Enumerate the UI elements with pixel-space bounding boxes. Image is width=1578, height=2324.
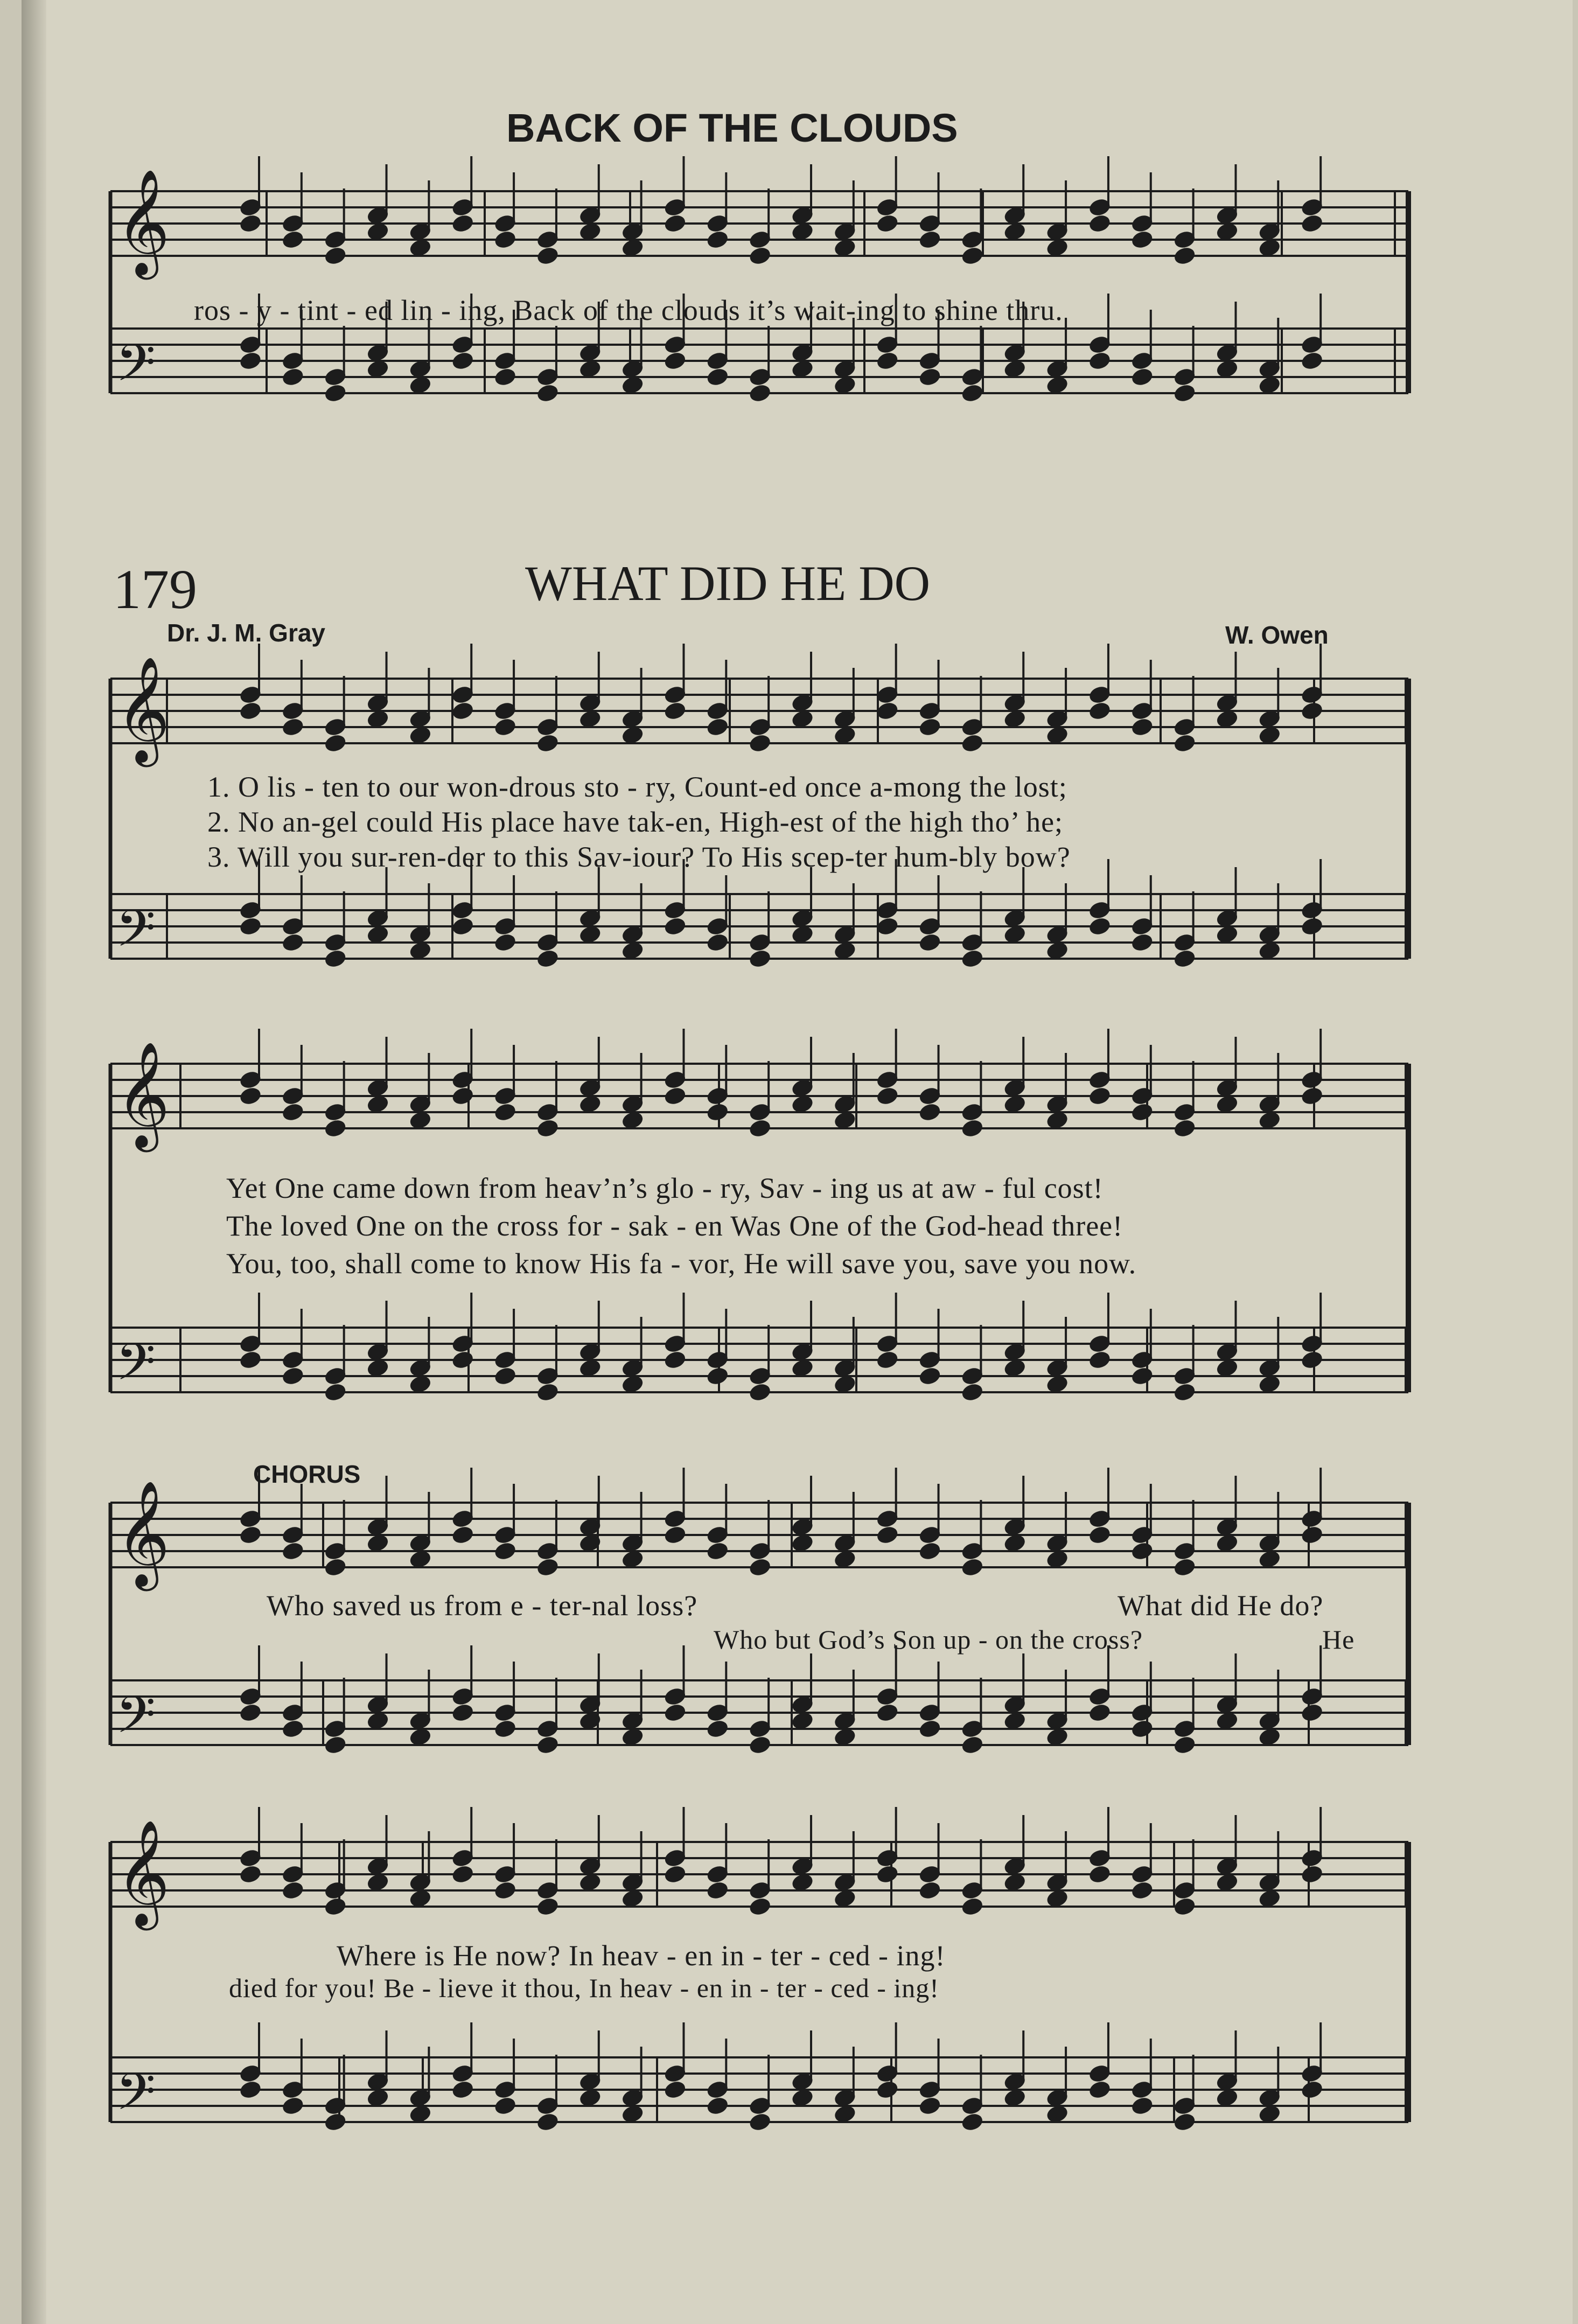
- note-head: [325, 1119, 346, 1137]
- note-head: [961, 1383, 983, 1401]
- note-head: [622, 376, 644, 394]
- note-head: [494, 718, 516, 736]
- note-head: [579, 710, 601, 728]
- note-head: [1301, 1351, 1323, 1369]
- note-head: [325, 2113, 346, 2131]
- note-head: [367, 222, 388, 241]
- note-head: [919, 1881, 940, 1900]
- note-head: [792, 925, 813, 944]
- note-head: [1301, 352, 1323, 370]
- note-head: [1259, 1375, 1280, 1393]
- note-head: [282, 718, 304, 736]
- note-head: [1174, 1383, 1196, 1401]
- note-head: [240, 702, 261, 720]
- note-head: [452, 1526, 473, 1544]
- note-head: [367, 1873, 388, 1892]
- note-head: [1259, 1889, 1280, 1908]
- note-head: [537, 1558, 558, 1576]
- note-head: [1259, 376, 1280, 394]
- note-head: [1216, 710, 1238, 728]
- note-head: [367, 360, 388, 378]
- note-head: [664, 702, 686, 720]
- note-head: [494, 933, 516, 952]
- note-head: [494, 1720, 516, 1738]
- note-head: [494, 1542, 516, 1560]
- chorus-line-1-soprano-end: What did He do?: [1118, 1589, 1324, 1622]
- note-head: [282, 231, 304, 249]
- note-head: [1089, 1087, 1111, 1105]
- note-head: [579, 360, 601, 378]
- note-head: [1046, 1889, 1068, 1908]
- note-head: [877, 1865, 898, 1883]
- note-head: [1132, 1881, 1153, 1900]
- note-head: [537, 384, 558, 402]
- note-head: [1301, 1865, 1323, 1883]
- note-head: [1259, 239, 1280, 257]
- note-head: [409, 376, 431, 394]
- note-head: [961, 950, 983, 968]
- treble-clef-icon: 𝄞: [116, 1819, 170, 1926]
- note-head: [707, 1881, 728, 1900]
- note-head: [792, 222, 813, 241]
- note-head: [1174, 384, 1196, 402]
- note-head: [834, 1111, 856, 1129]
- note-head: [1174, 1558, 1196, 1576]
- note-head: [877, 1087, 898, 1105]
- note-head: [1132, 231, 1153, 249]
- verse-1-line-2: Yet One came down from heav’n’s glo - ry, Sav - ing us at aw - ful cost!: [226, 1172, 1104, 1204]
- note-head: [707, 2097, 728, 2115]
- note-head: [1216, 925, 1238, 944]
- note-head: [664, 1704, 686, 1722]
- note-head: [325, 1736, 346, 1754]
- note-head: [1046, 941, 1068, 960]
- note-head: [877, 917, 898, 936]
- note-head: [749, 734, 771, 752]
- note-head: [240, 2081, 261, 2099]
- note-head: [792, 710, 813, 728]
- note-head: [961, 2113, 983, 2131]
- note-head: [749, 1897, 771, 1916]
- note-head: [367, 925, 388, 944]
- note-head: [664, 917, 686, 936]
- note-head: [494, 1881, 516, 1900]
- note-head: [325, 247, 346, 265]
- note-head: [1004, 1712, 1025, 1730]
- note-head: [325, 950, 346, 968]
- note-head: [707, 933, 728, 952]
- note-head: [409, 1375, 431, 1393]
- note-head: [367, 710, 388, 728]
- note-head: [409, 1889, 431, 1908]
- note-head: [1046, 376, 1068, 394]
- note-head: [409, 1728, 431, 1746]
- note-head: [325, 734, 346, 752]
- note-head: [1046, 1111, 1068, 1129]
- note-head: [452, 352, 473, 370]
- note-head: [537, 950, 558, 968]
- note-head: [961, 384, 983, 402]
- note-head: [494, 2097, 516, 2115]
- verse-1-line-1: 1. O lis - ten to our won-drous sto - ry, Count-ed once a-mong the lost;: [207, 771, 1067, 803]
- note-head: [579, 2089, 601, 2107]
- note-head: [664, 352, 686, 370]
- note-head: [452, 214, 473, 233]
- note-head: [622, 1111, 644, 1129]
- note-head: [961, 1119, 983, 1137]
- verse-2-line-1: 2. No an-gel could His place have tak-en, High-est of the high tho’ he;: [207, 806, 1064, 838]
- note-head: [1301, 1704, 1323, 1722]
- note-head: [1004, 360, 1025, 378]
- note-head: [961, 1897, 983, 1916]
- note-head: [1132, 368, 1153, 386]
- note-head: [664, 1865, 686, 1883]
- note-head: [834, 2105, 856, 2123]
- note-head: [1259, 726, 1280, 744]
- note-head: [749, 247, 771, 265]
- note-head: [877, 2081, 898, 2099]
- note-head: [579, 222, 601, 241]
- note-head: [1216, 360, 1238, 378]
- note-head: [325, 1558, 346, 1576]
- note-head: [749, 1119, 771, 1137]
- note-head: [579, 1095, 601, 1113]
- note-head: [537, 2113, 558, 2131]
- note-head: [282, 368, 304, 386]
- note-head: [919, 1720, 940, 1738]
- note-head: [452, 2081, 473, 2099]
- chorus-line-2-bass: died for you! Be - lieve it thou, In heav - en in - ter - ced - ing!: [229, 1973, 939, 2003]
- note-head: [537, 1736, 558, 1754]
- note-head: [834, 1889, 856, 1908]
- note-head: [1216, 1359, 1238, 1377]
- note-head: [1174, 734, 1196, 752]
- note-head: [707, 1367, 728, 1385]
- bass-clef-icon: 𝄢: [116, 333, 156, 406]
- note-head: [409, 726, 431, 744]
- note-head: [877, 702, 898, 720]
- note-head: [919, 368, 940, 386]
- note-head: [325, 384, 346, 402]
- note-head: [792, 1712, 813, 1730]
- note-head: [1089, 702, 1111, 720]
- note-head: [1132, 1367, 1153, 1385]
- note-head: [240, 1865, 261, 1883]
- note-head: [877, 1704, 898, 1722]
- note-head: [707, 368, 728, 386]
- note-head: [282, 1881, 304, 1900]
- note-head: [1301, 1087, 1323, 1105]
- previous-hymn-lyric: ros - y - tint - ed lin - ing, Back of the clouds it’s wait-ing to shine thru.: [194, 294, 1063, 326]
- note-head: [834, 1550, 856, 1568]
- note-head: [1216, 1712, 1238, 1730]
- note-head: [1004, 222, 1025, 241]
- note-head: [877, 1351, 898, 1369]
- note-head: [792, 1359, 813, 1377]
- note-head: [1046, 239, 1068, 257]
- note-head: [282, 2097, 304, 2115]
- note-head: [749, 384, 771, 402]
- note-head: [961, 734, 983, 752]
- verse-3-line-2: You, too, shall come to know His fa - vor, He will save you, save you now.: [226, 1247, 1137, 1280]
- note-head: [1174, 1119, 1196, 1137]
- chorus-line-1-soprano: Who saved us from e - ter-nal loss?: [267, 1589, 698, 1622]
- note-head: [622, 1550, 644, 1568]
- note-head: [537, 1383, 558, 1401]
- note-head: [1046, 2105, 1068, 2123]
- note-head: [409, 2105, 431, 2123]
- note-head: [1132, 1103, 1153, 1121]
- note-head: [579, 1359, 601, 1377]
- note-head: [919, 1367, 940, 1385]
- composer-credit: W. Owen: [1225, 621, 1329, 649]
- treble-clef-icon: 𝄞: [116, 1041, 170, 1148]
- note-head: [1004, 1873, 1025, 1892]
- note-head: [1046, 726, 1068, 744]
- note-head: [707, 1542, 728, 1560]
- note-head: [494, 1103, 516, 1121]
- note-head: [1089, 1704, 1111, 1722]
- note-head: [537, 1119, 558, 1137]
- note-head: [1004, 1359, 1025, 1377]
- note-head: [834, 726, 856, 744]
- note-head: [494, 231, 516, 249]
- note-head: [1089, 2081, 1111, 2099]
- note-head: [240, 352, 261, 370]
- note-head: [877, 214, 898, 233]
- note-head: [834, 376, 856, 394]
- note-head: [834, 1375, 856, 1393]
- note-head: [452, 1351, 473, 1369]
- verse-3-line-1: 3. Will you sur-ren-der to this Sav-iour? To His scep-ter hum-bly bow?: [207, 841, 1071, 873]
- note-head: [1004, 710, 1025, 728]
- note-head: [1216, 1873, 1238, 1892]
- note-head: [579, 925, 601, 944]
- note-head: [240, 214, 261, 233]
- note-head: [919, 2097, 940, 2115]
- note-head: [919, 933, 940, 952]
- note-head: [1089, 352, 1111, 370]
- note-head: [282, 1542, 304, 1560]
- note-head: [622, 726, 644, 744]
- chorus-line-2-soprano: Where is He now? In heav - en in - ter - ced - ing!: [337, 1939, 946, 1972]
- note-head: [622, 1889, 644, 1908]
- note-head: [622, 941, 644, 960]
- note-head: [664, 1351, 686, 1369]
- note-head: [622, 239, 644, 257]
- note-head: [367, 1712, 388, 1730]
- note-head: [367, 2089, 388, 2107]
- note-head: [961, 1736, 983, 1754]
- bass-clef-icon: 𝄢: [116, 1332, 156, 1405]
- note-head: [1132, 933, 1153, 952]
- note-head: [1301, 1526, 1323, 1544]
- bass-clef-icon: 𝄢: [116, 2062, 156, 2134]
- note-head: [792, 360, 813, 378]
- note-head: [792, 1095, 813, 1113]
- note-head: [409, 1111, 431, 1129]
- note-head: [1259, 1550, 1280, 1568]
- note-head: [240, 1087, 261, 1105]
- previous-hymn-title: BACK OF THE CLOUDS: [506, 106, 958, 150]
- note-head: [325, 1383, 346, 1401]
- note-head: [579, 1873, 601, 1892]
- note-head: [1004, 925, 1025, 944]
- note-head: [1046, 1375, 1068, 1393]
- note-head: [749, 1383, 771, 1401]
- note-head: [325, 1897, 346, 1916]
- note-head: [1174, 950, 1196, 968]
- note-head: [1089, 917, 1111, 936]
- note-head: [792, 1534, 813, 1552]
- note-head: [282, 1103, 304, 1121]
- note-head: [409, 239, 431, 257]
- note-head: [452, 1087, 473, 1105]
- note-head: [707, 1720, 728, 1738]
- note-head: [707, 231, 728, 249]
- note-head: [1004, 1534, 1025, 1552]
- note-head: [834, 1728, 856, 1746]
- chorus-line-1-bass: Who but God’s Son up - on the cross?: [714, 1624, 1143, 1655]
- treble-clef-icon: 𝄞: [116, 656, 170, 763]
- note-head: [749, 1558, 771, 1576]
- note-head: [1004, 2089, 1025, 2107]
- note-head: [282, 933, 304, 952]
- note-head: [494, 368, 516, 386]
- note-head: [664, 214, 686, 233]
- note-head: [707, 1103, 728, 1121]
- note-head: [452, 1865, 473, 1883]
- note-head: [1301, 917, 1323, 936]
- note-head: [1174, 2113, 1196, 2131]
- lyricist-credit: Dr. J. M. Gray: [167, 619, 326, 647]
- note-head: [1216, 2089, 1238, 2107]
- note-head: [1132, 1720, 1153, 1738]
- note-head: [919, 1103, 940, 1121]
- bass-clef-icon: 𝄢: [116, 899, 156, 971]
- note-head: [961, 247, 983, 265]
- note-head: [1174, 1897, 1196, 1916]
- note-head: [240, 1526, 261, 1544]
- note-head: [1259, 1111, 1280, 1129]
- note-head: [834, 941, 856, 960]
- note-head: [834, 239, 856, 257]
- note-head: [1089, 214, 1111, 233]
- note-head: [622, 1375, 644, 1393]
- note-head: [961, 1558, 983, 1576]
- note-head: [1004, 1095, 1025, 1113]
- note-head: [664, 1526, 686, 1544]
- note-head: [282, 1367, 304, 1385]
- note-head: [622, 1728, 644, 1746]
- note-head: [537, 1897, 558, 1916]
- note-head: [792, 2089, 813, 2107]
- note-head: [1301, 214, 1323, 233]
- note-head: [409, 941, 431, 960]
- note-head: [282, 1720, 304, 1738]
- note-head: [1259, 1728, 1280, 1746]
- hymn-number: 179: [113, 559, 197, 620]
- note-head: [1174, 1736, 1196, 1754]
- note-head: [1089, 1865, 1111, 1883]
- note-head: [1216, 222, 1238, 241]
- note-head: [452, 917, 473, 936]
- note-head: [537, 247, 558, 265]
- note-head: [1216, 1534, 1238, 1552]
- note-head: [537, 734, 558, 752]
- note-head: [452, 702, 473, 720]
- note-head: [919, 718, 940, 736]
- hymn-title: WHAT DID HE DO: [525, 556, 931, 611]
- note-head: [1174, 247, 1196, 265]
- treble-clef-icon: 𝄞: [116, 1480, 170, 1587]
- note-head: [1132, 2097, 1153, 2115]
- note-head: [367, 1534, 388, 1552]
- verse-2-line-2: The loved One on the cross for - sak - en Was One of the God-head three!: [226, 1210, 1123, 1242]
- note-head: [1259, 2105, 1280, 2123]
- note-head: [1046, 1728, 1068, 1746]
- note-head: [1216, 1095, 1238, 1113]
- chorus-label: CHORUS: [253, 1460, 361, 1488]
- note-head: [367, 1359, 388, 1377]
- note-head: [240, 1351, 261, 1369]
- note-head: [452, 1704, 473, 1722]
- note-head: [240, 917, 261, 936]
- note-head: [749, 950, 771, 968]
- note-head: [1089, 1526, 1111, 1544]
- note-head: [919, 231, 940, 249]
- note-head: [1089, 1351, 1111, 1369]
- note-head: [707, 718, 728, 736]
- note-head: [409, 1550, 431, 1568]
- note-head: [664, 1087, 686, 1105]
- note-head: [1301, 2081, 1323, 2099]
- note-head: [919, 1542, 940, 1560]
- note-head: [1301, 702, 1323, 720]
- note-head: [1259, 941, 1280, 960]
- note-head: [664, 2081, 686, 2099]
- note-head: [1132, 718, 1153, 736]
- note-head: [494, 1367, 516, 1385]
- note-head: [749, 1736, 771, 1754]
- note-head: [1132, 1542, 1153, 1560]
- note-head: [1046, 1550, 1068, 1568]
- note-head: [240, 1704, 261, 1722]
- note-head: [367, 1095, 388, 1113]
- note-head: [877, 352, 898, 370]
- treble-clef-icon: 𝄞: [116, 169, 170, 275]
- note-head: [877, 1526, 898, 1544]
- note-head: [749, 2113, 771, 2131]
- chorus-line-1-bass-end: He: [1322, 1624, 1355, 1655]
- note-head: [622, 2105, 644, 2123]
- note-head: [792, 1873, 813, 1892]
- bass-clef-icon: 𝄢: [116, 1685, 156, 1757]
